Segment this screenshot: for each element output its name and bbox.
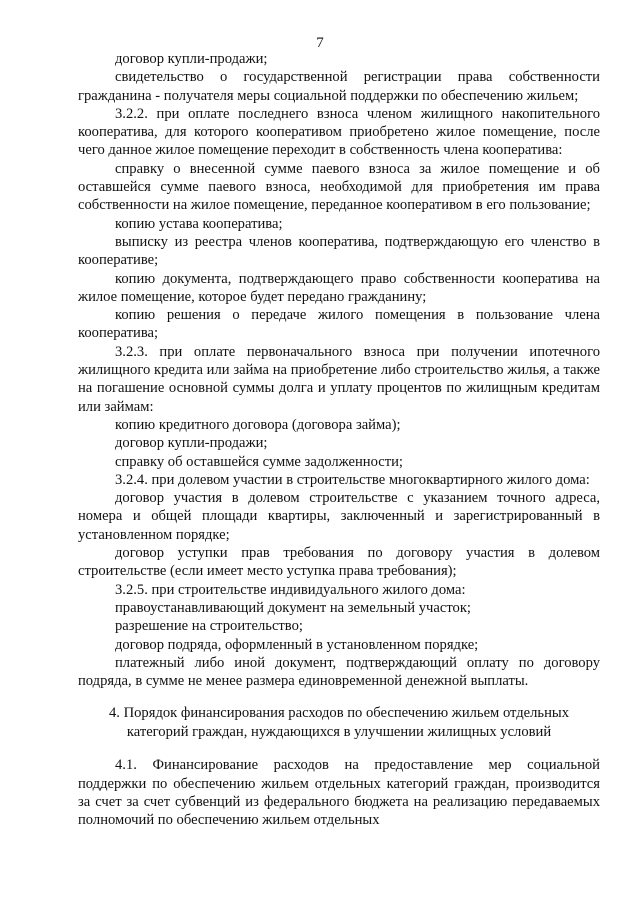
paragraph: разрешение на строительство; <box>115 618 303 635</box>
paragraph: копию кредитного договора (договора займа); <box>115 416 401 433</box>
paragraph: 3.2.4. при долевом участии в строительстве многоквартирного жилого дома: <box>115 471 590 488</box>
paragraph: копию решения о передаче жилого помещения в пользование члена кооператива; <box>78 307 600 342</box>
paragraph: 3.2.5. при строительстве индивидуального жилого дома: <box>115 581 466 598</box>
paragraph-group-after-heading <box>78 756 600 829</box>
paragraph-group-before-heading <box>78 50 600 690</box>
paragraph: платежный либо иной документ, подтверждающий оплату по договору подряда, в сумме не менее размера единовременной денежной выплаты. <box>78 654 600 690</box>
heading-spacer <box>78 742 600 756</box>
paragraph: договор уступки прав требования по договору участия в долевом строительстве (если имеет место уступка права требования); <box>78 545 600 580</box>
paragraph: справку о внесенной сумме паевого взноса за жилое помещение и об оставшейся сумме паевого взноса, необходимой для приобретения им права собственности на жилое помещение, переданное кооперативом в его пользование; <box>78 160 600 214</box>
paragraph: правоустанавливающий документ на земельный участок; <box>115 599 471 616</box>
paragraph: договор купли-продажи; <box>115 51 268 67</box>
paragraph: свидетельство о государственной регистрации права собственности гражданина - получателя меры социальной поддержки по обеспечению жильем; <box>78 69 600 104</box>
paragraph: копию устава кооператива; <box>115 215 283 232</box>
paragraph: договор купли-продажи; <box>115 435 268 452</box>
paragraph: 3.2.2. при оплате последнего взноса членом жилищного накопительного кооператива, для которого кооперативом приобретено жилое помещение, после чего данное жилое помещение переходит в собственность члена кооператива: <box>78 105 600 159</box>
paragraph: выписку из реестра членов кооператива, подтверждающую его членство в кооперативе; <box>78 233 600 269</box>
paragraph: договор участия в долевом строительстве с указанием точного адреса, номера и общей площади квартиры, заключенный и зарегистрированный в установленном порядке; <box>78 490 600 543</box>
paragraph: 3.2.3. при оплате первоначального взноса при получении ипотечного жилищного кредита или займа на приобретение либо строительство жилья, а также на погашение основной суммы долга и уплату процентов по жилищным кредитам или займам: <box>78 343 600 415</box>
paragraph: справку об оставшейся сумме задолженности; <box>115 453 403 470</box>
paragraph: копию документа, подтверждающего право собственности кооператива на жилое помещение, которое будет передано гражданину; <box>78 270 600 305</box>
section-heading: 4. Порядок финансирования расходов по обеспечению жильем отдельных категорий граждан, нуждающихся в улучшении жилищных условий <box>109 705 569 741</box>
page-number: 7 <box>316 35 324 51</box>
paragraph: 4.1. Финансирование расходов на предоставление мер социальной поддержки по обеспечению жильем отдельных категорий граждан, производится за счет за счет субвенций из федерального бюджета на реализацию передаваемых полномочий по обеспечению жильем отдельных <box>78 757 600 829</box>
paragraph: договор подряда, оформленный в установленном порядке; <box>115 636 479 653</box>
document-body <box>78 50 600 830</box>
